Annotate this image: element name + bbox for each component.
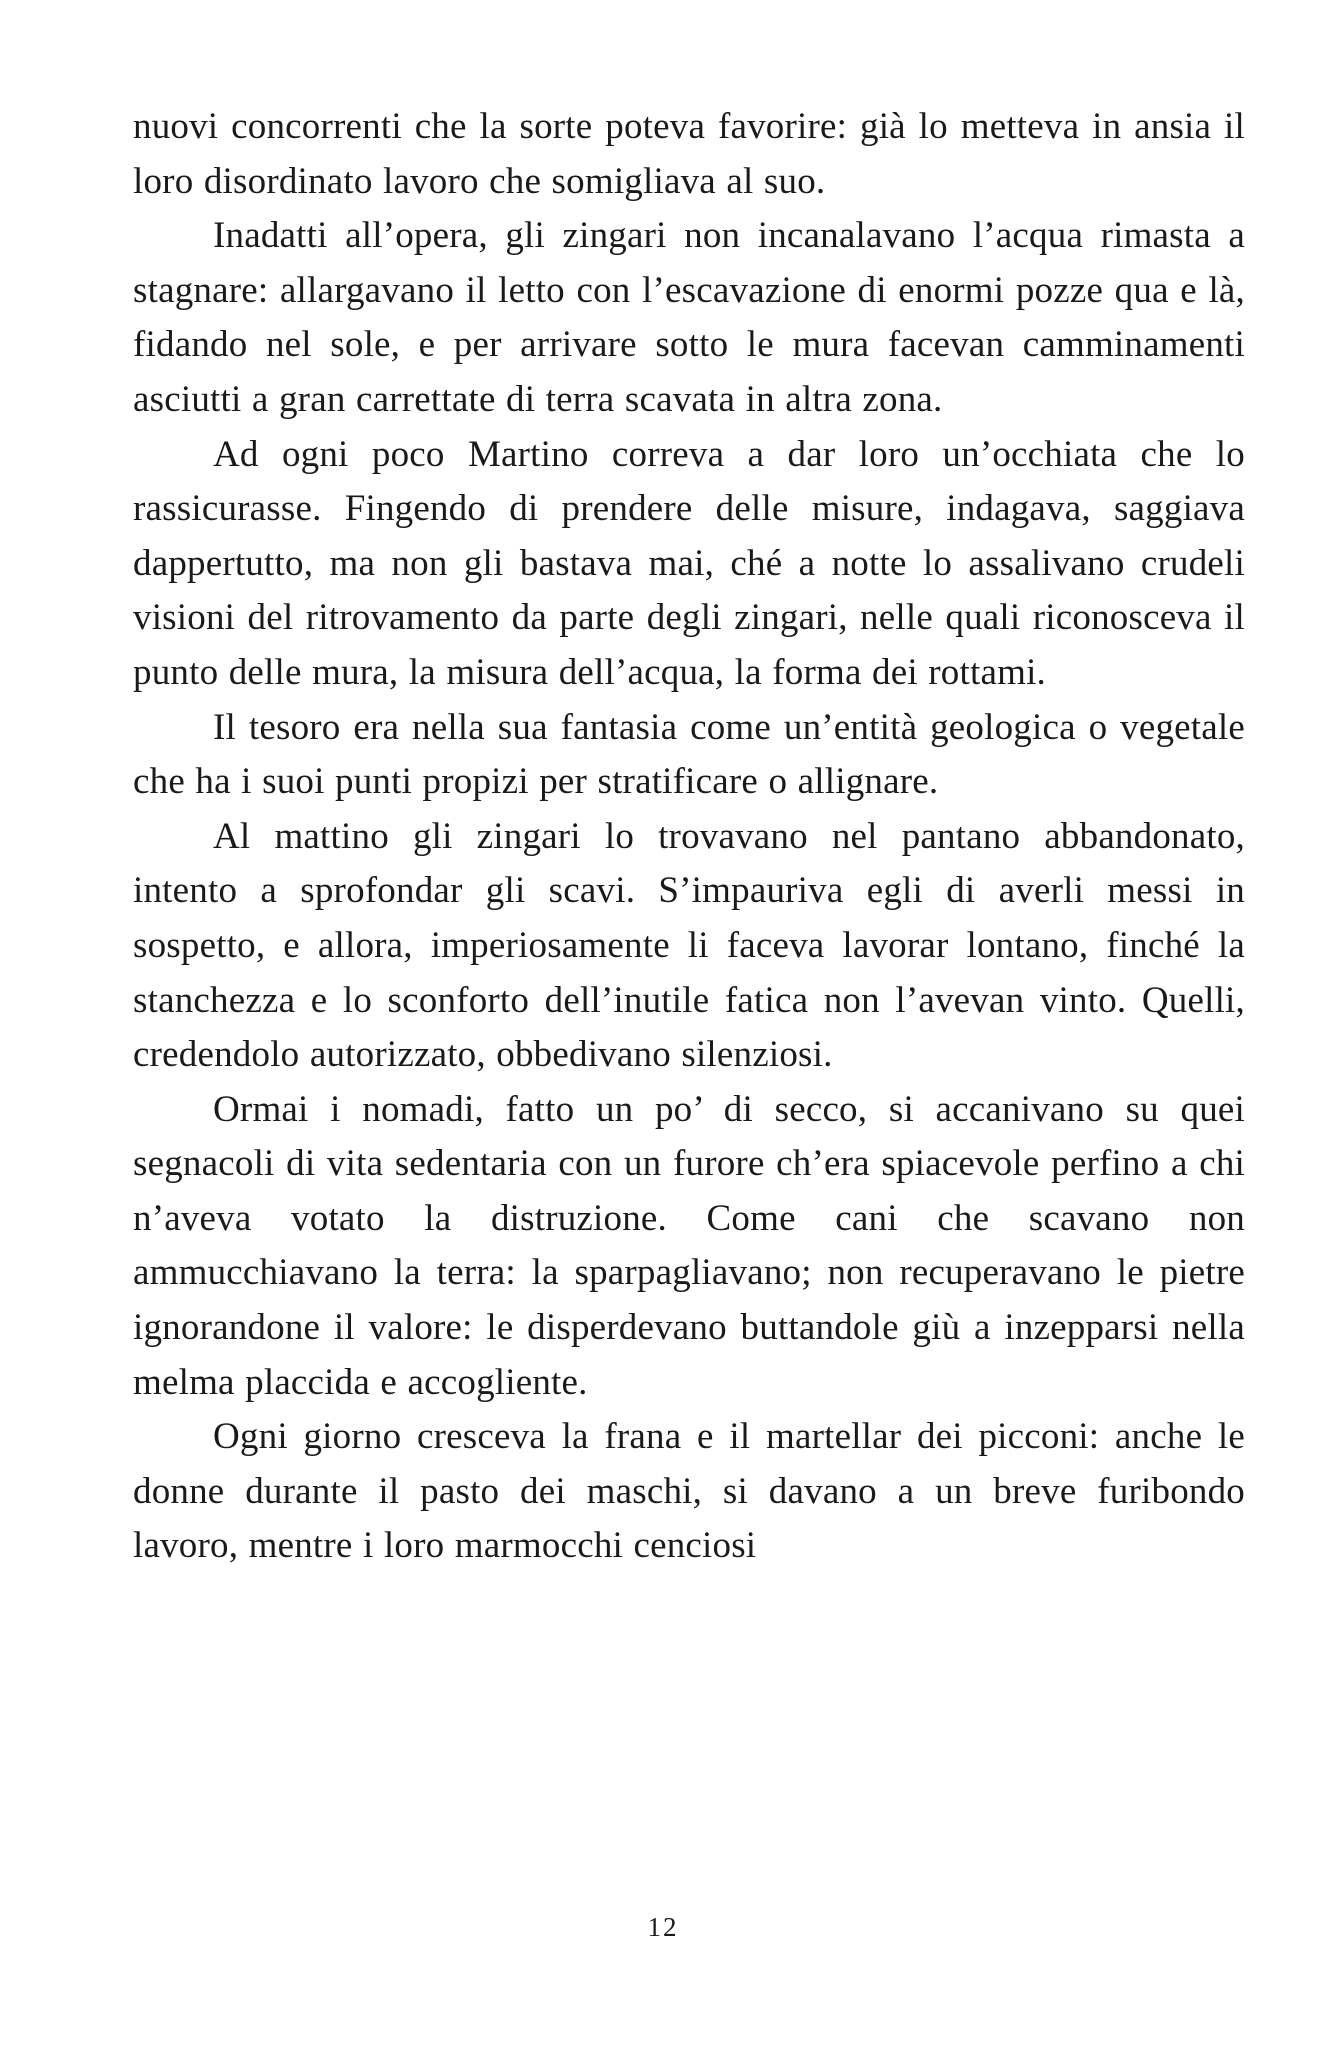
page-number: 12 xyxy=(647,1912,679,1942)
paragraph-2: Inadatti all’opera, gli zingari non incanalavano l’acqua rimasta a stagnare: allargavano il letto con l’escavazione di enormi pozze qua e là, fidando nel sole, e per arrivare sotto le mura facevan camminamenti asciutti a gran carrettate di terra scavata in altra zona. xyxy=(133,215,1245,420)
paragraph-4: Il tesoro era nella sua fantasia come un’entità geologica o vegetale che ha i suoi punti propizi per stratificare o allignare. xyxy=(133,706,1245,803)
paragraph-7: Ogni giorno cresceva la frana e il martellar dei picconi: anche le donne durante il pasto dei maschi, si davano a un breve furibondo lavoro, mentre i loro marmocchi cenciosi xyxy=(133,1416,1245,1567)
paragraph-5: Al mattino gli zingari lo trovavano nel pantano abbandonato, intento a sprofondar gli scavi. S’impauriva egli di averli messi in sospetto, e allora, imperiosamente li faceva lavorar lontano, finché la stanchezza e lo sconforto dell’inutile fatica non l’avevan vinto. Quelli, credendolo autorizzato, obbedivano silenziosi. xyxy=(133,815,1245,1076)
paragraph-1: nuovi concorrenti che la sorte poteva favorire: già lo metteva in ansia il loro disordinato lavoro che somigliava al suo. xyxy=(133,106,1245,202)
page-body xyxy=(133,100,1245,1574)
paragraph-3: Ad ogni poco Martino correva a dar loro un’occhiata che lo rassicurasse. Fingendo di prendere delle misure, indagava, saggiava dappertutto, ma non gli bastava mai, ché a notte lo assalivano crudeli visioni del ritrovamento da parte degli zingari, nelle quali riconosceva il punto delle mura, la misura dell’acqua, la forma dei rottami. xyxy=(133,433,1245,693)
paragraph-6: Ormai i nomadi, fatto un po’ di secco, si accanivano su quei segnacoli di vita sedentaria con un furore ch’era spiacevole perfino a chi n’aveva votato la distruzione. Come cani che scavano non ammucchiavano la terra: la sparpagliavano; non recuperavano le pietre ignorandone il valore: le disperdevano buttandole giù a inzepparsi nella melma placcida e accogliente. xyxy=(133,1088,1245,1403)
